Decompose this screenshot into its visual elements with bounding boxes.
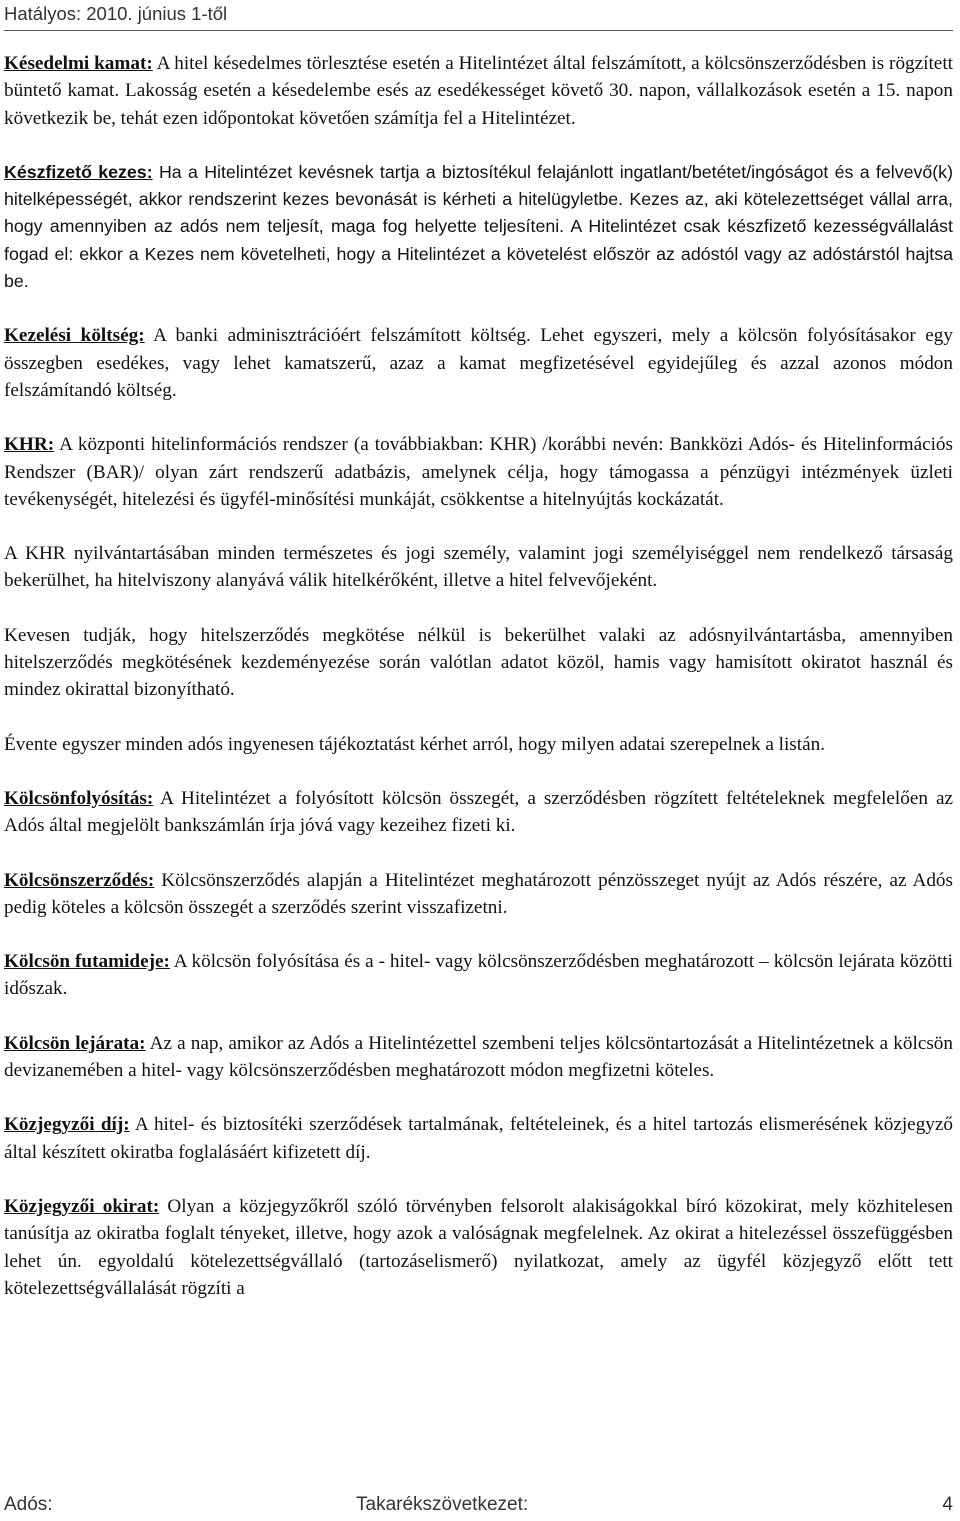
term-kolcson-lejarata: Kölcsön lejárata:: [4, 1032, 146, 1054]
paragraph-evente-egyszer: [4, 731, 953, 758]
definition-text: Az a nap, amikor az Adós a Hitelintézettel szembeni teljes kölcsöntartozását a Hitelintézetnek a kölcsön devizanemében a hitel- vagy kölcsönszerződésben meghatározott módon megfizetni köteles.: [4, 1032, 953, 1082]
header-rule: [4, 30, 953, 31]
paragraph-kolcson-futamideje: [4, 948, 953, 1003]
page-footer: [4, 1494, 953, 1520]
term-kozjegyzoi-dij: Közjegyzői díj:: [4, 1114, 130, 1136]
footer-bank-label: Takarékszövetkezet:: [356, 1494, 529, 1515]
term-kolcsonszerzodes: Kölcsönszerződés:: [4, 869, 155, 891]
term-kesedelmi-kamat: Késedelmi kamat:: [4, 53, 153, 74]
paragraph-kozjegyzoi-okirat: [4, 1193, 953, 1302]
term-khr: KHR:: [4, 434, 55, 456]
page-header: Hatályos: 2010. június 1-től: [4, 3, 228, 24]
paragraph-khr-nyilvantartas: [4, 540, 953, 595]
term-kezelesi-koltseg: Kezelési költség:: [4, 325, 145, 347]
term-kolcsonfolyositas: Kölcsönfolyósítás:: [4, 787, 154, 809]
paragraph-kevesen-tudjak: [4, 622, 953, 704]
paragraph-kolcsonfolyositas: [4, 785, 953, 840]
document-body: [4, 50, 953, 1329]
body-text: Kevesen tudják, hogy hitelszerződés megkötése nélkül is bekerülhet valaki az adósnyilvántartásba, amennyiben hitelszerződés megkötésének kezdeményezése során valótlan adatot közöl, hamis vagy hamisított okiratot használ és mindez okirattal bizonyítható.: [4, 624, 953, 701]
body-text: Évente egyszer minden adós ingyenesen tájékoztatást kérhet arról, hogy milyen adatai szerepelnek a listán.: [4, 733, 826, 755]
paragraph-kozjegyzoi-dij: [4, 1111, 953, 1166]
definition-text: A központi hitelinformációs rendszer (a továbbiakban: KHR) /korábbi nevén: Bankközi Adós- és Hitelinformációs Rendszer (BAR)/ olyan zárt rendszerű adatbázis, amelynek célja, hogy támogassa a pénzügyi intézmények üzleti tevékenységét, hitelezési és ügyfél-minősítési munkáját, csökkentse a hitelnyújtás kockázatát.: [4, 434, 953, 510]
term-kozjegyzoi-okirat: Közjegyzői okirat:: [4, 1195, 160, 1217]
paragraph-kolcsonszerzodes: [4, 867, 953, 922]
definition-text: A Hitelintézet a folyósított kölcsön összegét, a szerződésben rögzített feltételeknek megfelelően az Adós által megjelölt bankszámlán írja jóvá vagy kezeihez fizeti ki.: [4, 787, 953, 837]
paragraph-kolcson-lejarata: [4, 1030, 953, 1085]
body-text: A KHR nyilvántartásában minden természetes és jogi személy, valamint jogi személyiséggel nem rendelkező társaság bekerülhet, ha hitelviszony alanyává válik hitelkérőként, illetve a hitel felvevőjeként.: [4, 543, 953, 592]
paragraph-kesedelmi-kamat: [4, 50, 953, 132]
definition-text: A banki adminisztrációért felszámított költség. Lehet egyszeri, mely a kölcsön folyósításakor egy összegben esedékes, vagy lehet kamatszerű, azaz a kamat megfizetésével egyidejűleg és azzal azonos módon felszámítandó költség.: [4, 325, 953, 401]
definition-text: Kölcsönszerződés alapján a Hitelintézet meghatározott pénzösszeget nyújt az Adós részére, az Adós pedig köteles a kölcsön összegét a szerződés szerint visszafizetni.: [4, 869, 953, 918]
paragraph-khr: [4, 431, 953, 513]
term-kolcson-futamideje: Kölcsön futamideje:: [4, 951, 170, 973]
page-number: 4: [942, 1494, 953, 1515]
definition-text: Ha a Hitelintézet kevésnek tartja a biztosítékul felajánlott ingatlant/betétet/ingóságot és a felvevő(k) hitelképességét, akkor rendszerint kezes bevonását is kérheti a hitelügyletbe. Kezes az, aki kötelezettséget vállal arra, hogy amennyiben az adós nem teljesít, maga fog helyette teljesíteni. A Hitelintézet csak készfizető kezességvállalást fogad el: ekkor a Kezes nem követelheti, hogy a Hitelintézet a követelést először az adóstól vagy az adóstárstól hajtsa be.: [4, 161, 953, 292]
footer-debtor-label: Adós:: [4, 1494, 53, 1515]
definition-text: A hitel- és biztosítéki szerződések tartalmának, feltételeinek, és a hitel tartozás elismerésének közjegyző által készített okiratba foglalásáért kifizetett díj.: [4, 1114, 953, 1163]
paragraph-keszfizeto-kezes: [4, 159, 953, 295]
definition-text: A kölcsön folyósítása és a - hitel- vagy kölcsönszerződésben meghatározott – kölcsön lejárata közötti időszak.: [4, 951, 953, 1000]
paragraph-kezelesi-koltseg: [4, 322, 953, 404]
definition-text: Olyan a közjegyzőkről szóló törvényben felsorolt alakiságokkal bíró közokirat, mely közhitelesen tanúsítja az okiratba foglalt tényeket, illetve, hogy azok a valóságnak megfelelnek. Az okirat a hitelezéssel összefüggésben lehet ún. egyoldalú kötelezettségvállaló (tartozáselismerő) nyilatkozat, amely az ügyfél közjegyző előtt tett kötelezettségvállalását rögzíti a: [4, 1195, 953, 1299]
definition-text: A hitel késedelmes törlesztése esetén a Hitelintézet által felszámított, a kölcsönszerződésben is rögzített büntető kamat. Lakosság esetén a késedelembe esés az esedékességet követő 30. napon, vállalkozások esetén a 15. napon következik be, tehát ezen időpontokat követően számítja fel a Hitelintézet.: [4, 53, 953, 129]
term-keszfizeto-kezes: Készfizető kezes:: [4, 161, 153, 182]
